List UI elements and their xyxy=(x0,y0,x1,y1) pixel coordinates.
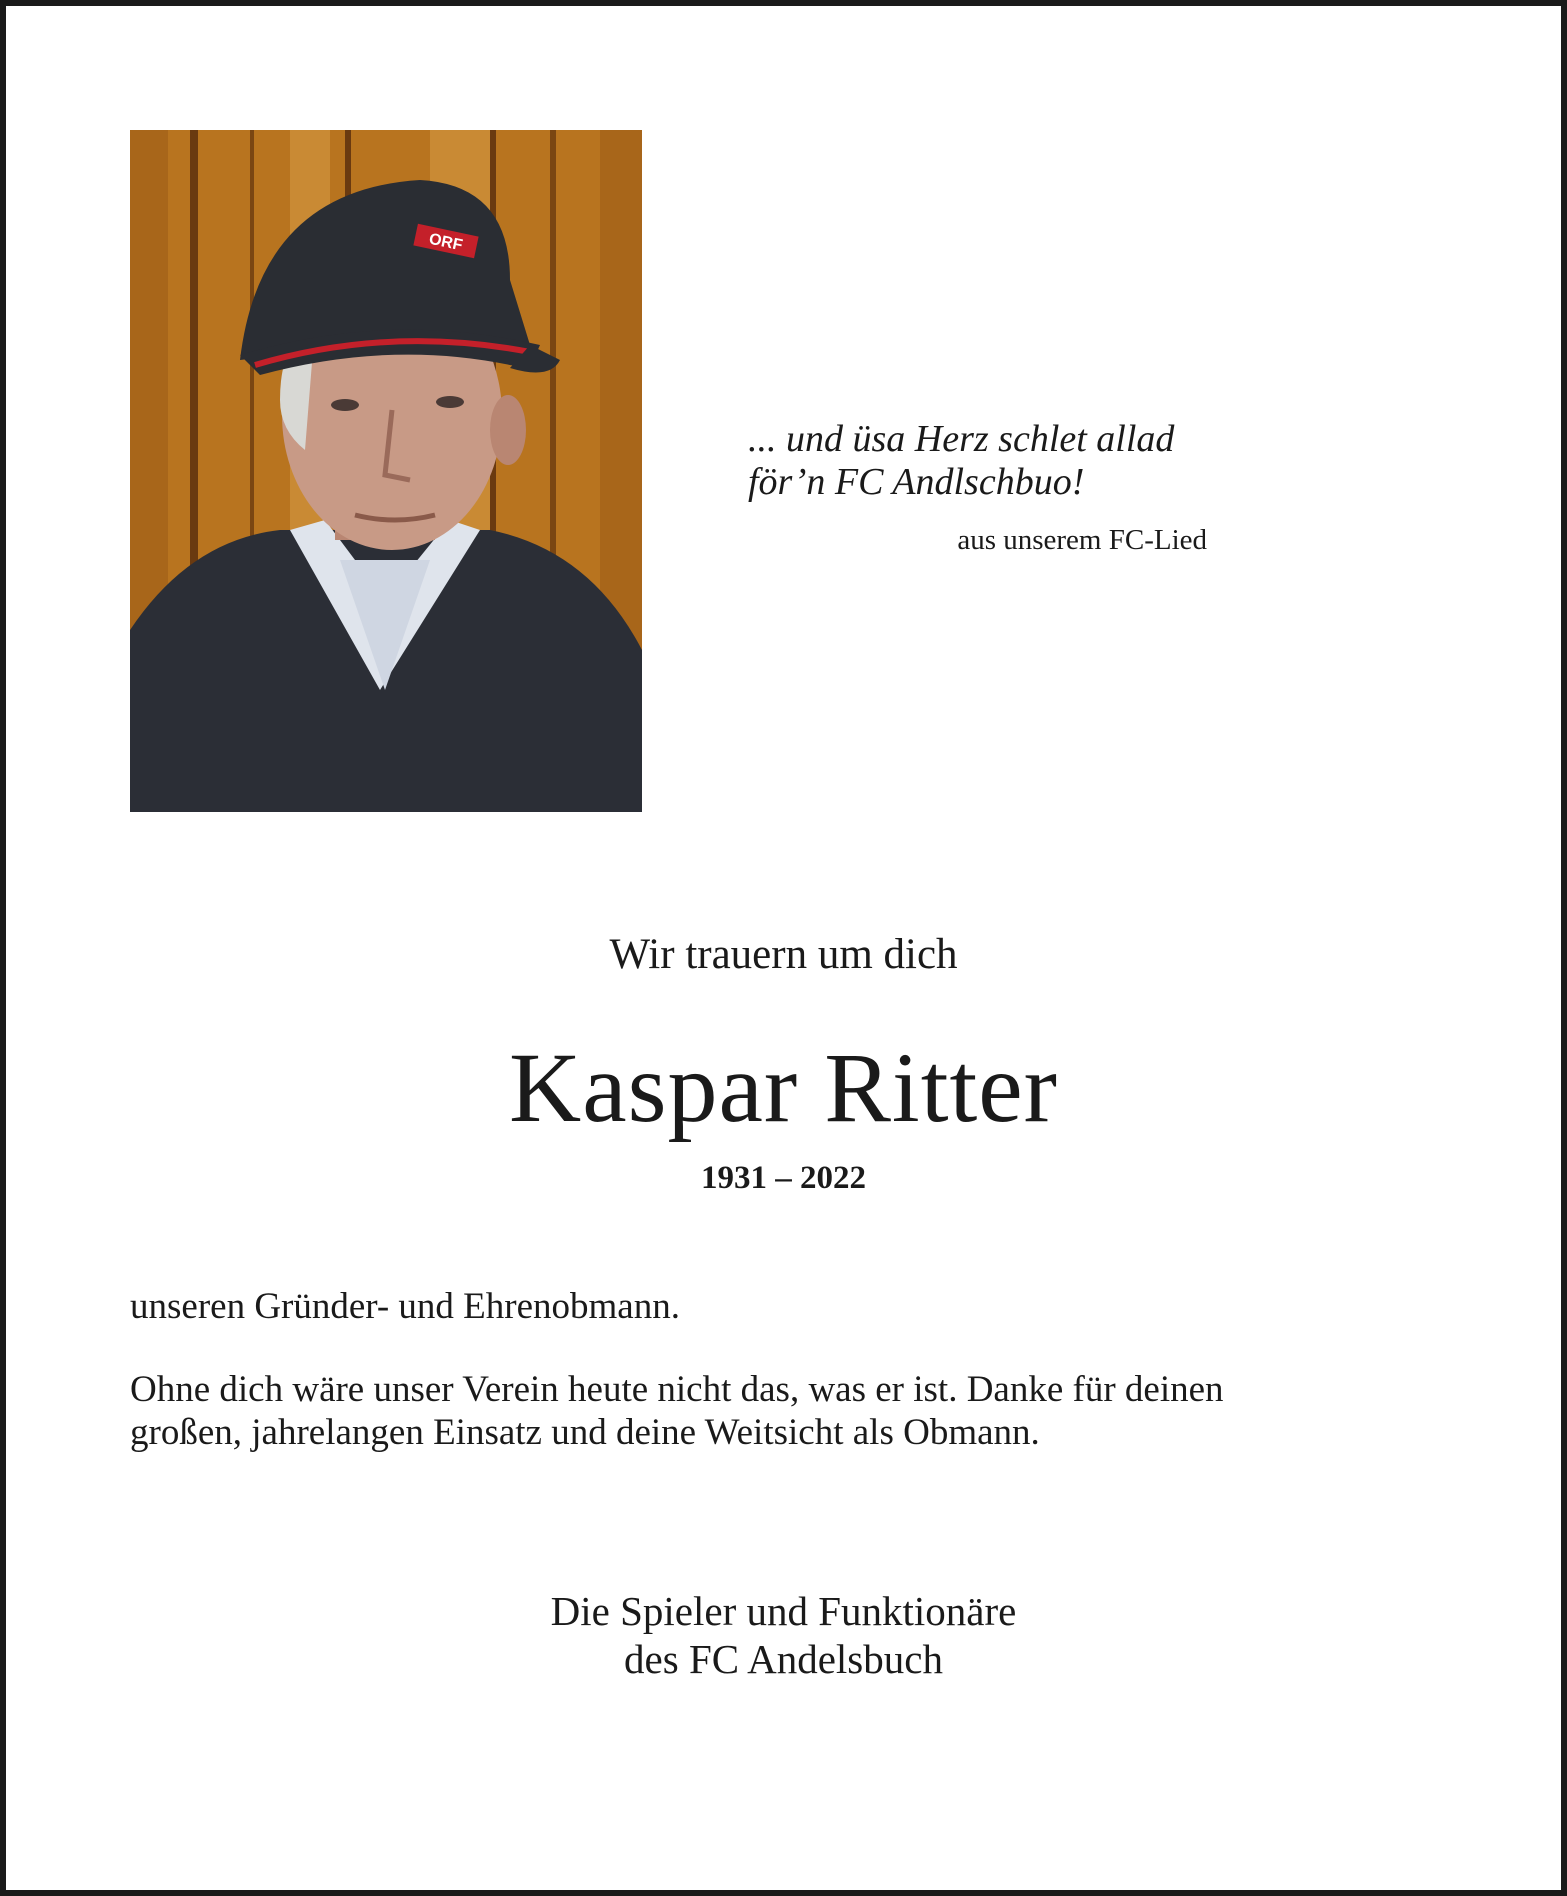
portrait-image xyxy=(130,130,642,812)
signature-line-1: Die Spieler und Funktionäre xyxy=(550,1588,1017,1634)
body-paragraph-1 xyxy=(130,1285,1450,1328)
signature-line-2: des FC Andelsbuch xyxy=(624,1636,943,1682)
quote-source: aus unserem FC-Lied xyxy=(957,524,1207,556)
cap-badge-text: ORF xyxy=(427,230,464,255)
body-paragraph-2-line-1: Ohne dich wäre unser Verein heute nicht das, was er ist. Danke für deinen xyxy=(130,1369,1224,1410)
quote-line-1: ... und üsa Herz schlet allad xyxy=(748,418,1175,460)
portrait-photo xyxy=(130,130,642,812)
body-paragraph-2-line-2: großen, jahrelangen Einsatz und deine Weitsicht als Obmann. xyxy=(130,1412,1040,1453)
quote xyxy=(748,418,1174,504)
signature-block xyxy=(0,1587,1567,1683)
body-paragraph-1-text: unseren Gründer- und Ehrenobmann. xyxy=(130,1286,680,1327)
quote-line-2: för’n FC Andlschbuo! xyxy=(748,461,1085,503)
life-dates: 1931 – 2022 xyxy=(701,1160,866,1196)
mourning-heading: Wir trauern um dich xyxy=(609,931,958,978)
body-paragraph-2 xyxy=(130,1368,1450,1454)
deceased-name: Kaspar Ritter xyxy=(509,1032,1058,1143)
